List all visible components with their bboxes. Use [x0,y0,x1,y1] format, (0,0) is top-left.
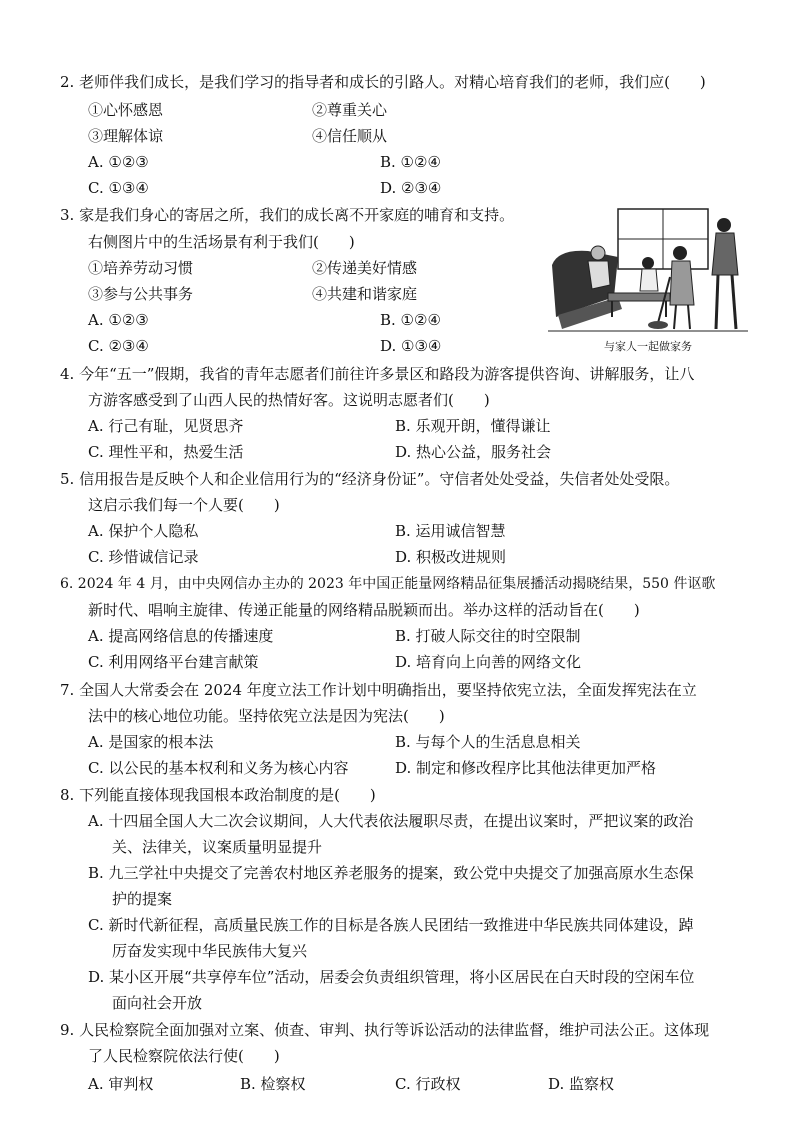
q4-stem-line1: 4. 今年“五一”假期，我省的青年志愿者们前往许多景区和路段为游客提供咨询、讲解服务，让八 [60,365,695,383]
q6-option-a: A. 提高网络信息的传播速度 [88,627,274,645]
q4-stem-line2: 方游客感受到了山西人民的热情好客。这说明志愿者们( ) [88,391,490,409]
q3-option-d: D. ①③④ [380,337,442,355]
q2-option-b: B. ①②④ [380,153,441,171]
q3-option-c: C. ②③④ [88,337,149,355]
q7-stem-line2: 法中的核心地位功能。坚持依宪立法是因为宪法( ) [88,707,445,725]
q8-option-a-line2: 关、法律关，议案质量明显提升 [112,838,323,856]
q4-option-c: C. 理性平和，热爱生活 [88,443,244,461]
q3-item-4: ④共建和谐家庭 [312,285,418,303]
q7-option-a: A. 是国家的根本法 [88,733,214,751]
q2-option-c: C. ①③④ [88,179,149,197]
q3-stem-line1: 3. 家是我们身心的寄居之所，我们的成长离不开家庭的哺育和支持。 [60,206,515,224]
q7-option-d: D. 制定和修改程序比其他法律更加严格 [395,759,657,777]
q7-stem-line1: 7. 全国人大常委会在 2024 年度立法工作计划中明确指出，要坚持依宪立法，全面发挥宪法在立 [60,681,697,699]
q5-stem-line2: 这启示我们每一个人要( ) [88,496,280,514]
q8-option-d-line2: 面向社会开放 [112,994,203,1012]
q7-option-b: B. 与每个人的生活息息相关 [395,733,581,751]
q7-option-c: C. 以公民的基本权利和义务为核心内容 [88,759,349,777]
q8-option-b-line2: 护的提案 [112,890,173,908]
q5-option-d: D. 积极改进规则 [395,548,507,566]
q9-option-b: B. 检察权 [240,1075,306,1093]
q3-item-1: ①培养劳动习惯 [88,259,194,277]
q8-option-b-line1: B. 九三学社中央提交了完善农村地区养老服务的提案，致公党中央提交了加强高原水生态保 [88,864,694,882]
q4-option-b: B. 乐观开朗，懂得谦让 [395,417,551,435]
q2-item-4: ④信任顺从 [312,127,388,145]
q9-stem-line1: 9. 人民检察院全面加强对立案、侦查、审判、执行等诉讼活动的法律监督，维护司法公正。这体现 [60,1021,710,1039]
q8-option-a-line1: A. 十四届全国人大二次会议期间，人大代表依法履职尽责，在提出议案时，严把议案的政治 [88,812,694,830]
q2-option-d: D. ②③④ [380,179,442,197]
q3-item-3: ③参与公共事务 [88,285,194,303]
q9-option-d: D. 监察权 [548,1075,615,1093]
q8-option-c-line2: 厉奋发实现中华民族伟大复兴 [112,942,308,960]
q9-option-c: C. 行政权 [395,1075,461,1093]
q3-item-2: ②传递美好情感 [312,259,418,277]
q6-stem-line1: 6. 2024 年 4 月，由中央网信办主办的 2023 年中国正能量网络精品征集展播活动揭晓结果，550 件讴歌 [60,576,716,592]
q4-option-d: D. 热心公益，服务社会 [395,443,552,461]
q6-stem-line2: 新时代、唱响主旋律、传递正能量的网络精品脱颖而出。举办这样的活动旨在( ) [88,601,640,619]
q5-option-c: C. 珍惜诚信记录 [88,548,199,566]
q6-option-c: C. 利用网络平台建言献策 [88,653,259,671]
q4-option-a: A. 行己有耻，见贤思齐 [88,417,244,435]
q8-option-c-line1: C. 新时代新征程，高质量民族工作的目标是各族人民团结一致推进中华民族共同体建设，踔 [88,916,694,934]
q5-stem-line1: 5. 信用报告是反映个人和企业信用行为的“经济身份证”。守信者处处受益，失信者处处受限。 [60,470,680,488]
q2-option-a: A. ①②③ [88,153,149,171]
q2-stem: 2. 老师伴我们成长，是我们学习的指导者和成长的引路人。对精心培育我们的老师，我们应( ) [60,73,706,91]
family-housework-drawing [548,205,748,335]
q3-option-b: B. ①②④ [380,311,441,329]
figure-caption: 与家人一起做家务 [604,340,692,353]
q9-option-a: A. 审判权 [88,1075,154,1093]
q5-option-a: A. 保护个人隐私 [88,522,199,540]
q2-item-3: ③理解体谅 [88,127,164,145]
q5-option-b: B. 运用诚信智慧 [395,522,506,540]
q2-item-1: ①心怀感恩 [88,101,164,119]
q2-item-2: ②尊重关心 [312,101,388,119]
q8-stem: 8. 下列能直接体现我国根本政治制度的是( ) [60,786,376,804]
housework-illustration [548,205,748,355]
q9-stem-line2: 了人民检察院依法行使( ) [88,1047,280,1065]
q3-option-a: A. ①②③ [88,311,149,329]
q6-option-b: B. 打破人际交往的时空限制 [395,627,581,645]
q3-stem-line2: 右侧图片中的生活场景有利于我们( ) [88,233,355,251]
q8-option-d-line1: D. 某小区开展“共享停车位”活动，居委会负责组织管理，将小区居民在白天时段的空闲车位 [88,968,695,986]
q6-option-d: D. 培育向上向善的网络文化 [395,653,582,671]
